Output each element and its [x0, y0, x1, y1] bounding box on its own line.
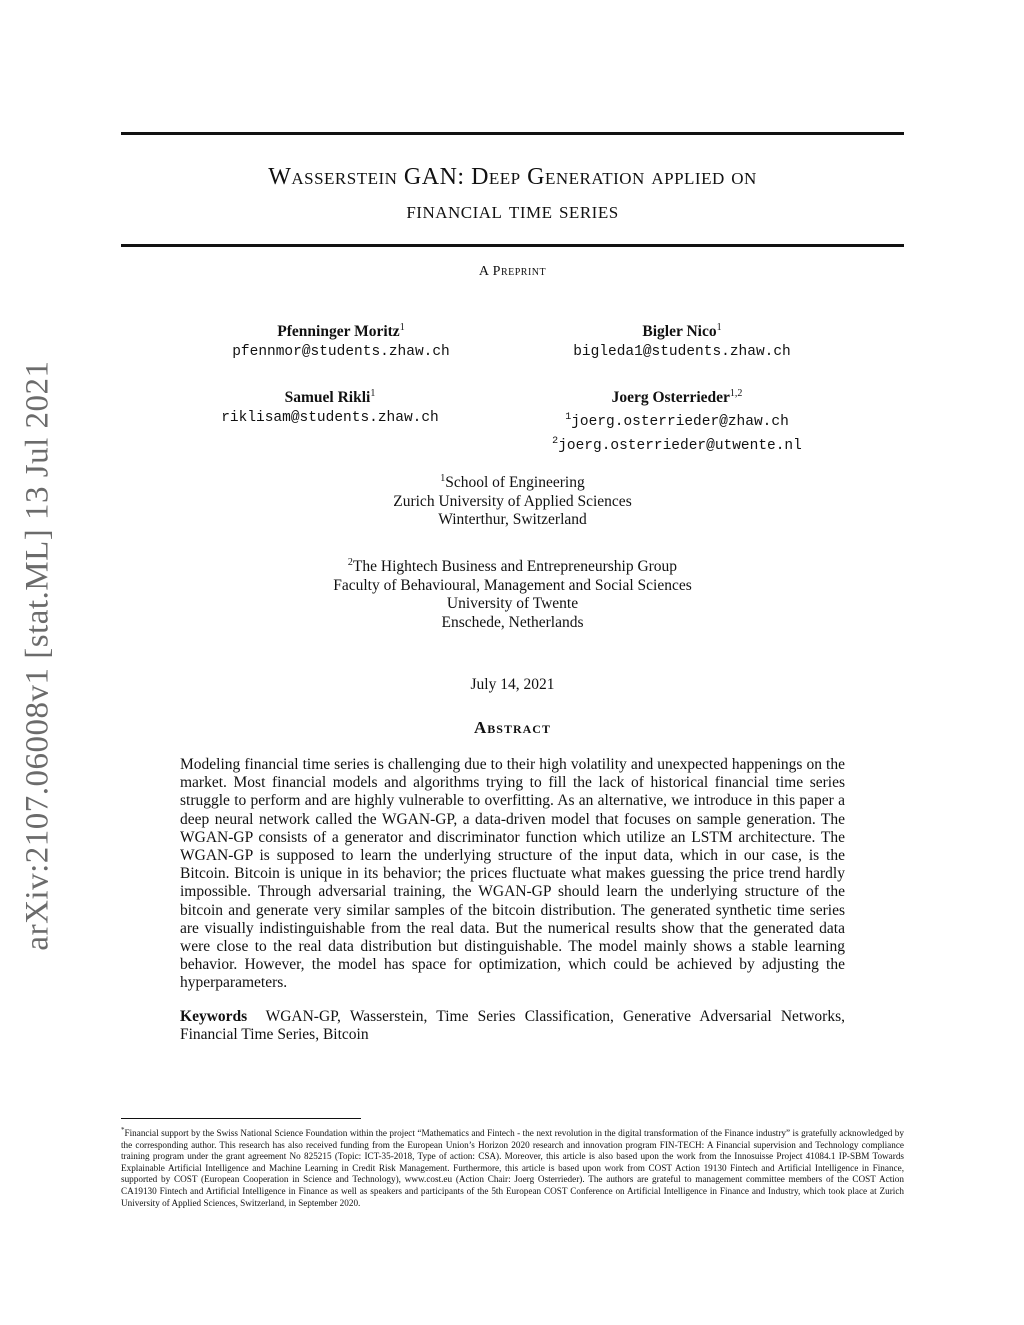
author-affil-mark: 1	[370, 388, 376, 399]
email-affil-mark: 2	[552, 435, 559, 447]
footnote	[121, 1125, 904, 1209]
paper-title	[121, 160, 904, 228]
email-affil-mark: 1	[565, 412, 572, 424]
author-name: Samuel Rikli	[284, 389, 371, 407]
keywords	[180, 1008, 845, 1044]
author-email: riklisam@students.zhaw.ch	[221, 410, 439, 427]
abstract-text: Modeling financial time series is challenging due to their high volatility and unexpected happenings on the market. Most financial models and algorithms trying to fill the lack of historical financial time series struggle to perform and are highly vulnerable to overfitting. As an alternative, we introduce in this paper a deep neural network called the WGAN-GP, a data-driven model that focuses on sample generation. The WGAN-GP consists of a generator and discriminator function which utilize an LSTM architecture. The WGAN-GP is supposed to learn the underlying structure of the input data, which in our case, is the Bitcoin. Bitcoin is unique in its behavior; the prices fluctuate what makes guessing the price trend hardly impossible. Through adversarial training, the WGAN-GP should learn the underlying structure of the bitcoin and generate very similar samples of the bitcoin distribution. The generated synthetic time series are visually indistinguishable from the real data. But the numerical results show that the generated data were close to the real data distribution but distinguishable. The model mainly shows a stable learning behavior. However, the model has space for optimization, which could be achieved by adjusting the hyperparameters.	[180, 756, 845, 992]
keywords-text: WGAN-GP, Wasserstein, Time Series Classification, Generative Adversarial Networks, Financial Time Series, Bitcoin	[180, 1008, 845, 1044]
publication-date: July 14, 2021	[470, 676, 555, 693]
author-2	[512, 318, 852, 362]
affil-line: Zurich University of Applied Sciences	[393, 492, 632, 510]
affil-line: The Hightech Business and Entrepreneurship Group	[352, 558, 678, 576]
author-name: Bigler Nico	[642, 323, 717, 341]
title-line-1: Wasserstein GAN: Deep Generation applied on	[268, 164, 757, 190]
author-1	[171, 318, 511, 362]
footnote-mark: *	[121, 1126, 125, 1134]
author-affil-mark: 1	[399, 322, 405, 333]
author-name: Joerg Osterrieder	[611, 389, 730, 407]
author-email: bigleda1@students.zhaw.ch	[573, 344, 791, 361]
affil-line: School of Engineering	[445, 474, 585, 492]
keywords-label: Keywords	[180, 1008, 248, 1025]
author-affil-mark: 1	[716, 322, 722, 333]
affil-line: Enschede, Netherlands	[441, 613, 584, 631]
author-email: pfennmor@students.zhaw.ch	[232, 344, 450, 361]
title-line-2: financial time series	[406, 198, 619, 224]
affil-line: Faculty of Behavioural, Management and Social Sciences	[333, 576, 692, 594]
author-email: joerg.osterrieder@zhaw.ch	[571, 413, 789, 430]
affil-mark: 1	[440, 473, 446, 484]
author-4	[507, 384, 847, 456]
affil-mark: 2	[347, 557, 353, 568]
affil-line: University of Twente	[446, 595, 579, 613]
affiliation-2	[121, 554, 904, 632]
author-email: joerg.osterrieder@utwente.nl	[558, 437, 802, 454]
affiliation-1	[121, 470, 904, 530]
title-top-rule	[121, 132, 904, 135]
title-bottom-rule	[121, 244, 904, 247]
author-3	[160, 384, 500, 428]
author-name: Pfenninger Moritz	[277, 323, 400, 341]
author-affil-mark: 1,2	[729, 388, 743, 399]
arxiv-stamp	[18, 360, 58, 950]
footnote-text: Financial support by the Swiss National Science Foundation within the project “Mathematics and Fintech - the next revolution in the digital transformation of the Finance industry” is gratefully acknowledged by the corresponding author. This research has also received funding from the European Union’s Horizon 2020 research and innovation program FIN-TECH: A Financial supervision and Technology compliance training program under the grant agreement No 825215 (Topic: ICT-35-2018, Type of action: CSA). Moreover, this article is also based upon the work from the Innosuisse Project 41084.1 IP-SBM Towards Explainable Artificial Intelligence and Machine Learning in Credit Risk Management. Furthermore, this article is based upon work from COST Action 19130 Fintech and Artificial Intelligence in Finance, supported by COST (European Cooperation in Science and Technology), www.cost.eu (Action Chair: Joerg Osterrieder). The authors are grateful to management committee members of the COST Action CA19130 Fintech and Artificial Intelligence in Finance as well as speakers and participants of the 5th European COST Conference on Artificial Intelligence in Finance and Industry, which took place at Zurich University of Applied Sciences, Switzerland, in September 2020.	[121, 1128, 904, 1208]
abstract-heading: Abstract	[474, 718, 551, 737]
preprint-label: A Preprint	[478, 264, 547, 279]
affil-line: Winterthur, Switzerland	[438, 511, 587, 529]
arxiv-id: arXiv:2107.06008v1 [stat.ML] 13 Jul 2021	[19, 359, 56, 951]
footnote-rule	[121, 1118, 361, 1119]
